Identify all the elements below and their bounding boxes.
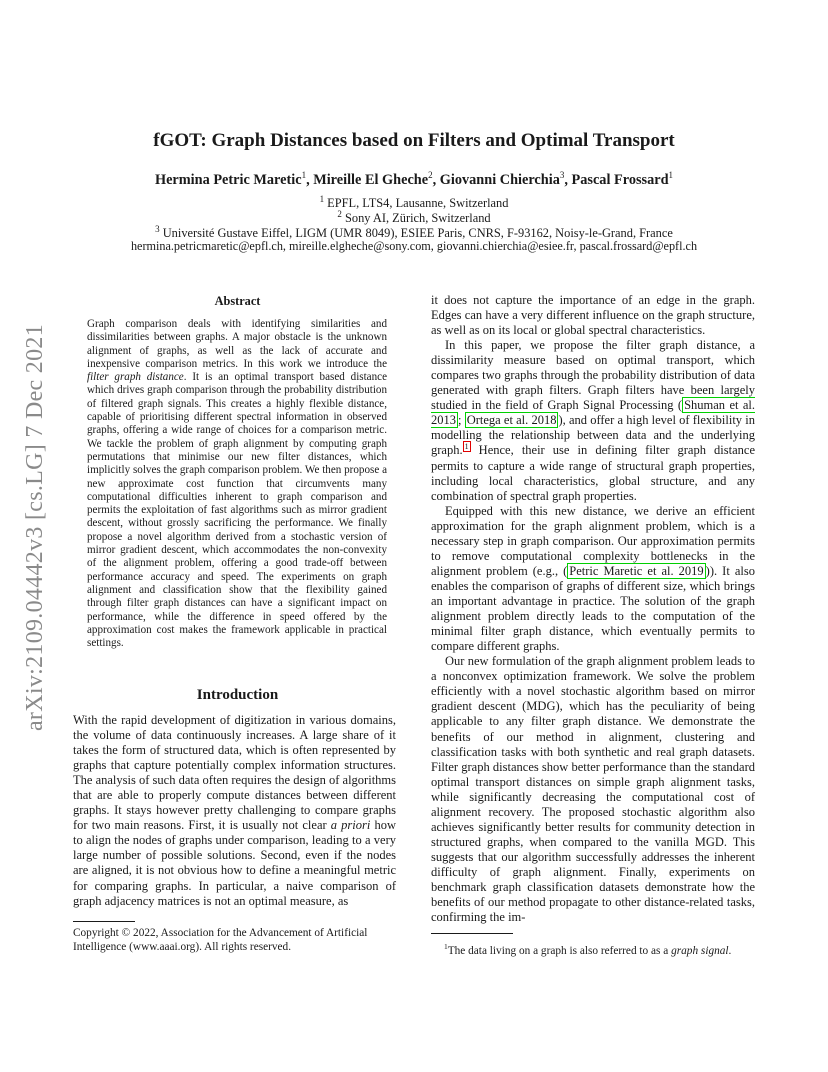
affiliation-text: EPFL, LTS4, Lausanne, Switzerland	[327, 196, 509, 211]
author-affiliation-mark: 1	[668, 170, 674, 180]
paragraph-text: Hence, their use in defining filter graph distance permits to capture a wide range of structural graph properties, including local characteristics, global structure, and any combination of spectral graph properties.	[431, 443, 755, 503]
right-column	[431, 293, 755, 925]
author-name: Mireille El Gheche	[313, 171, 429, 188]
author-affiliation-mark: 3	[559, 170, 565, 180]
abstract-body	[87, 318, 387, 650]
citation-link[interactable]: Petric Maretic et al. 2019	[569, 564, 704, 578]
paragraph-text: ;	[458, 413, 465, 428]
email-list[interactable]: hermina.petricmaretic@epfl.ch, mireille.elgheche@sony.com, giovanni.chierchia@esiee.fr, pascal.frossard@epfl.ch	[130, 239, 698, 253]
paragraph	[431, 504, 755, 654]
author-name: Giovanni Chierchia	[439, 171, 560, 188]
abstract-emphasis: filter graph distance	[87, 371, 184, 384]
paragraph	[73, 713, 396, 909]
footnote-text: The data living on a graph is also referred to as a	[447, 944, 672, 957]
abstract-heading: Abstract	[214, 294, 261, 308]
abstract-text: . It is an optimal transport based distance which drives graph comparison through the probability distribution of filtered graph signals. This creates a highly flexible distance, capable of prioritising different spectral information in observed graphs, offering a wide range of choices for a comparison metric. We tackle the problem of graph alignment by computing graph permutations that minimise our new filter distances, which implicitly solves the graph comparison problem. We then propose a new approximate cost function that circumvents many computational difficulties inherent to graph comparison and permits the exploitation of fast algorithms such as mirror gradient descent, without grossly sacrificing the performance. We finally propose a novel algorithm derived from a stochastic version of mirror gradient descent, which accommodates the non-convexity of the alignment problem, offering a good trade-off between performance accuracy and speed. The experiments on graph alignment and classification show that the flexibility gained through filter graph distances can have a significant impact on performance, while the difference in speed offered by the approximation cost makes the framework applicable in practical settings.	[87, 371, 387, 650]
affiliation-text: Université Gustave Eiffel, LIGM (UMR 8049), ESIEE Paris, CNRS, F-93162, Noisy-le-Grand, France	[162, 226, 673, 241]
arxiv-id-text: arXiv:2109.04442v3 [cs.LG] 7 Dec 2021	[22, 323, 49, 731]
footnote-reference[interactable]: 1	[464, 442, 469, 452]
paragraph-text: ), and offer a high level of flexibility in modelling the relationship between data and the underlying graph.	[431, 413, 755, 458]
footnote	[431, 940, 761, 958]
affiliation-mark: 2	[337, 209, 342, 219]
paper-title: fGOT: Graph Distances based on Filters and Optimal Transport	[153, 130, 675, 151]
paragraph: Our new formulation of the graph alignment problem leads to a nonconvex optimization framework. We solve the problem efficiently with a novel stochastic algorithm based on mirror gradient descent (MDG), which has the peculiarity of being applicable to any filter graph distance. We demonstrate the benefits of our method in alignment, clustering and classification tasks with both synthetic and real graph datasets. Filter graph distances show better performance than the standard optimal transport distances on simple graph alignment tasks, while significantly decreasing the computational cost of alignment recovery. The proposed stochastic algorithm also achieves significantly better results for community detection in structured graphs, when compared to the vanilla MGD. This suggests that our algorithm successfully addresses the inherent difficulty of graph alignment. Finally, experiments on benchmark graph classification datasets demonstrate how the benefits of our method propagate to other distance-related tasks, confirming the im-	[431, 654, 755, 925]
citation-link[interactable]: Ortega et al. 2018	[466, 413, 557, 428]
paragraph-text: In this paper, we propose the filter graph distance, a dissimilarity measure based on optimal transport, which compares two graphs through the probability distribution of data generated with graph filters. Graph filters have been largely studied in the field of Graph Signal Processing (	[431, 338, 755, 413]
paragraph-text: Equipped with this new distance, we derive an efficient approximation for the graph alignment problem, which is a necessary step in graph comparison. Our approximation permits to remove computational complexity bottlenecks in the alignment problem (e.g., (	[431, 503, 755, 578]
introduction-left-column	[73, 713, 396, 909]
footnote-rule	[431, 933, 513, 934]
author-list: Hermina Petric Maretic$^1$, Mireille El Gheche$^2$, Giovanni Chierchia$^3$, Pascal Frossard$^1$	[154, 170, 674, 188]
paragraph-emphasis: a priori	[330, 818, 371, 833]
affiliation-text: Sony AI, Zürich, Switzerland	[345, 211, 491, 226]
affiliation-mark: 3	[155, 224, 160, 234]
paragraph-text: )). It also enables the comparison of graphs of different size, which brings an important advantage in practice. The solution of the graph alignment problem directly leads to the computation of the minimal filter graph distance, which eventually permits to compare different graphs.	[431, 564, 755, 654]
author-name: Hermina Petric Maretic	[154, 171, 302, 188]
arxiv-identifier	[22, 292, 50, 762]
author-affiliation-mark: 2	[428, 170, 433, 180]
author-affiliation-mark: 1	[301, 170, 307, 180]
citation-link[interactable]: Shuman et al. 2013	[431, 398, 756, 428]
footnote-text: .	[728, 944, 732, 957]
abstract-text: Graph comparison deals with identifying similarities and dissimilarities between graphs. A major obstacle is the unknown alignment of graphs, as well as the lack of accurate and inexpensive comparison metrics. In this work we introduce the	[87, 318, 387, 370]
paragraph	[431, 338, 755, 504]
paragraph-text: With the rapid development of digitization in various domains, the volume of data continuously increases. A large share of it takes the form of structured data, which is often represented by graphs that capture potentially complex information structures. The analysis of such data often requires the design of algorithms that are able to properly compute distances between different graphs. It stays however pretty challenging to compare graphs for two main reasons. First, it is usually not clear	[73, 713, 396, 833]
paragraph: it does not capture the importance of an edge in the graph. Edges can have a very different influence on the graph structure, as well as on its local or global spectral characteristics.	[431, 293, 755, 338]
copyright-notice: Copyright © 2022, Association for the Advancement of Artificial Intelligence (www.aaai.org). All rights reserved.	[73, 927, 368, 953]
footnote-emphasis: graph signal	[671, 944, 729, 957]
author-name: Pascal Frossard	[571, 171, 669, 188]
section-heading-introduction: Introduction	[196, 687, 279, 703]
footnote-rule	[73, 921, 135, 922]
paragraph-text: how to align the nodes of graphs under comparison, leading to a very large number of possible solutions. Second, even if the nodes are aligned, it is not obvious how to define a meaningful metric for comparing graphs. In particular, a naive comparison of graph adjacency matrices is not an optimal measure, as	[73, 818, 396, 908]
affiliation-mark: 1	[319, 194, 325, 204]
footnote-mark: 1	[444, 942, 448, 951]
